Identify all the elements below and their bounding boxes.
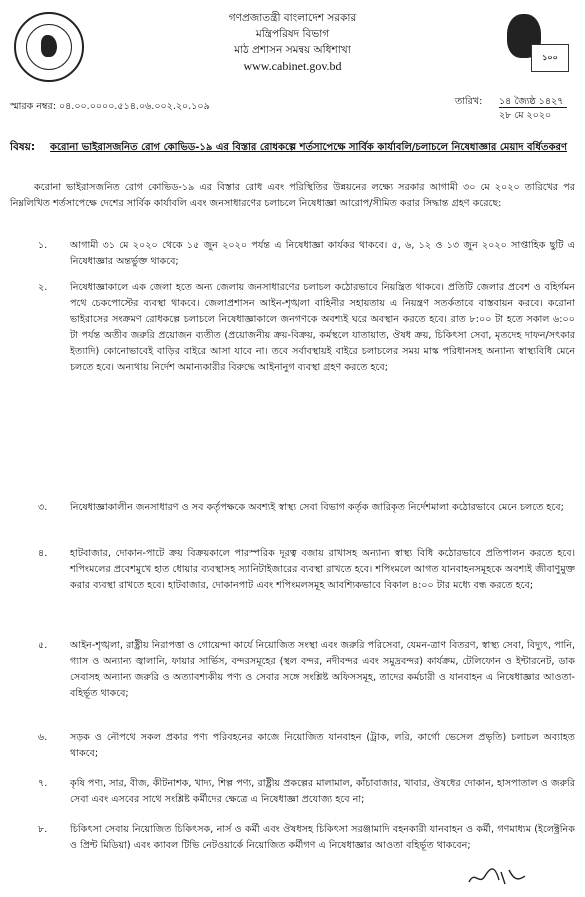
subject-label: বিষয়: — [10, 141, 36, 153]
item-text: আইন-শৃঙ্খলা, রাষ্ট্রীয় নিরাপত্তা ও গোয়েন্দা কার্যে নিয়োজিত সংস্থা এবং জরুরি পরিসেবা, যেমন-ত্রাণ বিতরণ, স্বাস্থ্য সেবা, বিদ্যুৎ, পানি, গ্যাস ও অন্যান্য জ্বালানি, ফায়ার সার্ভিস, বন্দরসমূহের (স্থল বন্দর, নদীবন্দর এবং সমুদ্রবন্দর) কার্যক্রম, টেলিফোন ও ইন্টারনেট, ডাক সেবাসহ অন্যান্য জরুরি ও অত্যাবশ্যকীয় পণ্য ও সেবার সঙ্গে সংশ্লিষ্ট অফিসসমূহ, তাদের কর্মচারী ও যানবাহন এ নিষেধাজ্ঞার আওতা-বহির্ভূত থাকবে; — [70, 640, 575, 699]
mujib-100-logo-icon: ১০০ — [505, 14, 569, 74]
item-text: নিষেধাজ্ঞাকালে এক জেলা হতে অন্য জেলায় জনসাধারণের চলাচল কঠোরভাবে নিয়ন্ত্রিত থাকবে। প্রতিটি জেলার প্রবেশ ও বহির্গমন পথে চেকপোস্টের ব্যবস্থা থাকবে। জেলাপ্রশাসন আইন-শৃঙ্খলা বাহিনীর সহায়তায় এ নিয়ন্ত্রণ সতর্কতাবে বাস্তবায়ন করবে। করোনা ভাইরাসের সংক্রমণ রোধকল্পে চলাচলে নিষেধাজ্ঞাকালে জনগণকে অবশ্যই ঘরে অবস্থান করতে হবে। রাত ৮:০০ টা হতে সকাল ৬:০০ টা পর্যন্ত অতীব জরুরি প্রয়োজন ব্যতীত (প্রয়োজনীয় ক্রয়-বিক্রয়, কর্মস্থলে যাতায়াত, ঔষধ ক্রয়, চিকিৎসা সেবা, মৃতদেহ দাফন/সৎকার ইত্যাদি) কোনোভাবেই বাড়ির বাইরে আসা যাবে না। তবে সর্বাবস্থায়ই বাইরে চলাচলের সময় মাস্ক পরিধানসহ অন্যান্য স্বাস্থ্যবিধি মেনে চলতে হবে। অন্যথায় নির্দেশ অমান্যকারীর বিরুদ্ধে আইনানুগ ব্যবস্থা গ্রহণ করতে হবে; — [70, 282, 575, 373]
item-number: ৭. — [38, 778, 48, 789]
item-text: নিষেধাজ্ঞাকালীন জনসাধারণ ও সব কর্তৃপক্ষকে অবশ্যই স্বাস্থ্য সেবা বিভাগ কর্তৃক জারিকৃত নির্দেশমালা কঠোরভাবে মেনে চলতে হবে; — [70, 502, 564, 513]
date-block — [455, 95, 567, 123]
item-number: ২. — [38, 282, 48, 293]
item-number: ৩. — [38, 502, 48, 513]
item-text: কৃষি পণ্য, সার, বীজ, কীটনাশক, খাদ্য, শিল্প পণ্য, রাষ্ট্রীয় প্রকল্পের মালামাল, কাঁচাবাজার, খাবার, ঔষধের দোকান, হাসপাতাল ও জরুরি সেবা এবং এসবের সাথে সংশ্লিষ্ট কর্মীদের ক্ষেত্রে এ নিষেধাজ্ঞা প্রযোজ্য হবে না; — [70, 778, 575, 805]
item-text: আগামী ৩১ মে ২০২০ থেকে ১৫ জুন ২০২০ পর্যন্ত এ নিষেধাজ্ঞা কার্যকর থাকবে। ৫, ৬, ১২ ও ১৩ জুন ২০২০ সাপ্তাহিক ছুটি এ নিষেধাজ্ঞার অন্তর্ভুক্ত থাকবে; — [70, 240, 575, 267]
government-seal-icon — [14, 12, 84, 82]
item-number: ১. — [38, 240, 48, 251]
date-english: ২৮ মে ২০২০ — [499, 110, 552, 121]
item-text: চিকিৎসা সেবায় নিয়োজিত চিকিৎসক, নার্স ও কর্মী এবং ঔষধসহ চিকিৎসা সরঞ্জামাদি বহনকারী যানবাহন ও কর্মী, গণমাধ্যম (ইলেক্ট্রনিক ও প্রিন্ট মিডিয়া) এবং ক্যাবল টিভি নেটওয়ার্কে নিয়োজিত কর্মীগণ এ নিষেধাজ্ঞার আওতা বহির্ভূত থাকবেন; — [70, 824, 575, 851]
item-number: ৬. — [38, 732, 48, 743]
item-text: সড়ক ও নৌপথে সকল প্রকার পণ্য পরিবহনের কাজে নিয়োজিত যানবাহন (ট্রাক, লরি, কার্গো ভেসেল প্রভৃতি) চলাচল অব্যাহত থাকবে; — [70, 732, 575, 759]
item-number: ৫. — [38, 640, 48, 651]
govt-name: গণপ্রজাতন্ত্রী বাংলাদেশ সরকার — [228, 12, 357, 24]
item-number: ৮. — [38, 824, 48, 835]
subject-text: করোনা ভাইরাসজনিত রোগ কোভিড-১৯ এর বিস্তার রোধকল্পে শর্তসাপেক্ষে সার্বিক কার্যাবলি/চলাচলে নিষেধাজ্ঞার মেয়াদ বর্ধিতকরণ — [50, 142, 568, 153]
date-bangla: ১৪ জ্যৈষ্ঠ ১৪২৭ — [499, 96, 567, 108]
website-link[interactable]: www.cabinet.gov.bd — [243, 59, 342, 73]
division-name: মন্ত্রিপরিষদ বিভাগ — [255, 28, 330, 40]
date-label: তারিখ: — [455, 96, 483, 107]
item-number: ৪. — [38, 548, 48, 559]
intro-paragraph: করোনা ভাইরাসজনিত রোগ কোভিড-১৯ এর বিস্তার রোধ এবং পরিস্থিতির উন্নয়নের লক্ষ্যে সরকার আগামী ৩০ মে ২০২০ তারিখের পর নিম্নলিখিত শর্তসাপেক্ষে দেশের সার্বিক কার্যাবলি এবং জনসাধারণের চলাচলে নিষেধাজ্ঞা আরোপ/সীমিত করার সিদ্ধান্ত গ্রহণ করেছে: — [10, 182, 575, 209]
branch-name: মাঠ প্রশাসন সমন্বয় অধিশাখা — [234, 44, 351, 56]
letterhead — [150, 10, 435, 74]
reference-number: স্মারক নম্বর: ০৪.০০.০০০০.৫১৪.০৬.০০২.২০.১০৯ — [10, 101, 210, 112]
item-text: হাটবাজার, দোকান-পাটে ক্রয় বিক্রয়কালে পারস্পরিক দূরত্ব বজায় রাখাসহ অন্যান্য স্বাস্থ্য বিধি কঠোরভাবে প্রতিপালন করতে হবে। শপিংমলের প্রবেশমুখে হাত ধোয়ার ব্যবস্থাসহ স্যানিটাইজারের ব্যবস্থা রাখতে হবে। শপিংমলে আগত যানবাহনসমূহকে অবশ্যই জীবাণুমুক্ত করার ব্যবস্থা রাখতে হবে। হাটবাজার, দোকানপাট এবং শপিংমলসমূহ আবশ্যিকভাবে বিকাল ৪:০০ টার মধ্যে বন্ধ করতে হবে; — [70, 548, 575, 591]
signature-icon — [465, 862, 535, 888]
